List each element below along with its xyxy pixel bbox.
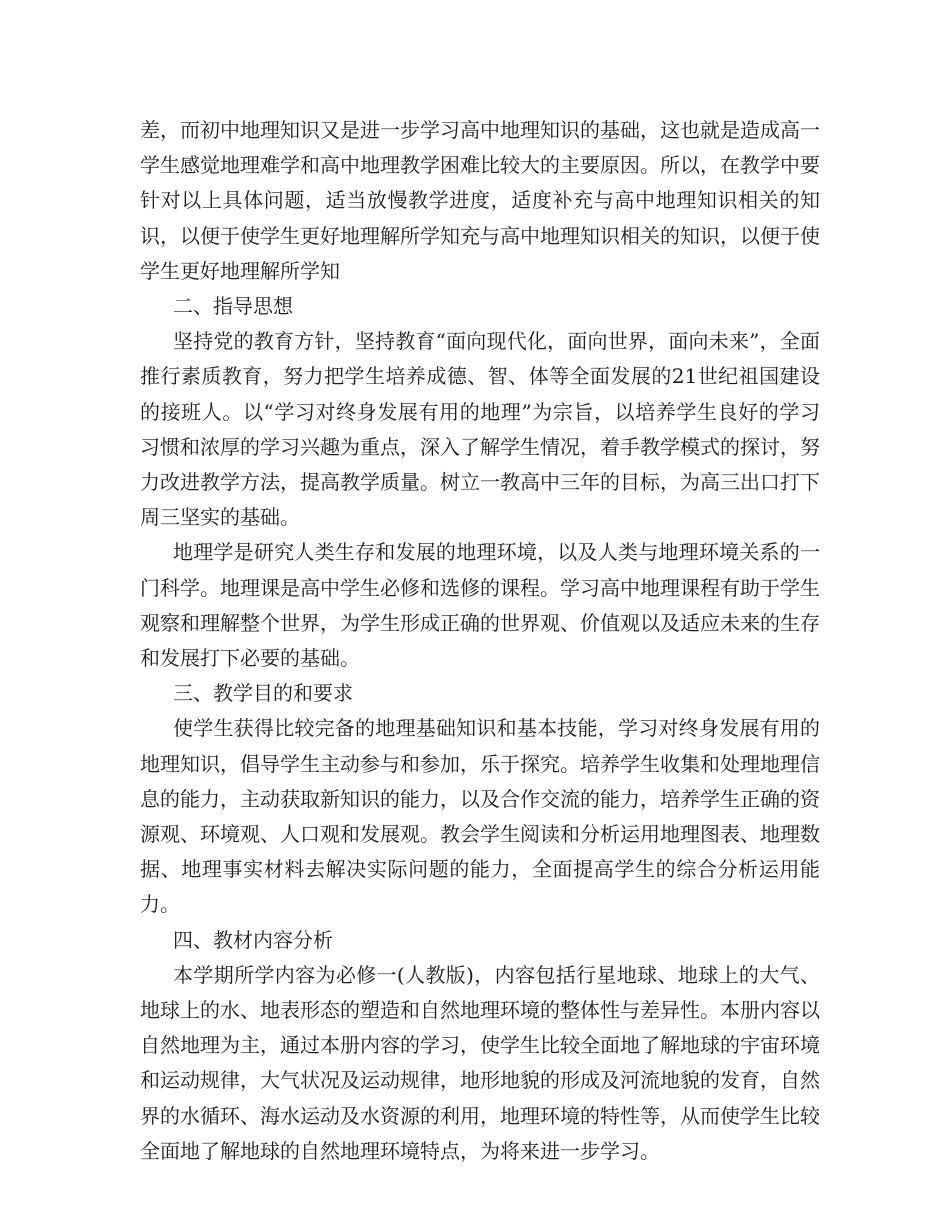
section-heading-guiding-ideology: 二、指导思想 — [173, 294, 293, 319]
document-page — [140, 113, 820, 1169]
paragraph-continuation: 差，而初中地理知识又是进一步学习高中地理知识的基础，这也就是造成高一学生感觉地理难学和高中地理教学困难比较大的主要原因。所以，在教学中要针对以上具体问题，适当放慢教学进度，适度补充与高中地理知识相关的知识，以便于使学生更好地理解所学知充与高中地理知识相关的知识，以便于使学生更好地理解所学知 — [140, 118, 820, 283]
paragraph-teaching-goals: 使学生获得比较完备的地理基础知识和基本技能，学习对终身发展有用的地理知识，倡导学生主动参与和参加，乐于探究。培养学生收集和处理地理信息的能力，主动获取新知识的能力，以及合作交流的能力，培养学生正确的资源观、环境观、人口观和发展观。教会学生阅读和分析运用地理图表、地理数据、地理事实材料去解决实际问题的能力，全面提高学生的综合分析运用能力。 — [140, 716, 820, 917]
paragraph-textbook-analysis: 本学期所学内容为必修一(人教版)，内容包括行星地球、地球上的大气、地球上的水、地表形态的塑造和自然地理环境的整体性与差异性。本册内容以自然地理为主，通过本册内容的学习，使学生比较全面地了解地球的宇宙环境和运动规律，大气状况及运动规律，地形地貌的形成及河流地貌的发育，自然界的水循环、海水运动及水资源的利用，地理环境的特性等，从而使学生比较全面地了解地球的自然地理环境特点，为将来进一步学习。 — [140, 962, 820, 1163]
paragraph-education-policy: 坚持党的教育方针，坚持教育“面向现代化，面向世界，面向未来”，全面推行素质教育，努力把学生培养成德、智、体等全面发展的21世纪祖国建设的接班人。以“学习对终身发展有用的地理”为宗旨，以培养学生良好的学习习惯和浓厚的学习兴趣为重点，深入了解学生情况，着手教学模式的探讨，努力改进教学方法，提高教学质量。树立一教高中三年的目标，为高三出口打下周三坚实的基础。 — [140, 329, 820, 530]
section-heading-teaching-goals: 三、教学目的和要求 — [173, 681, 353, 706]
section-heading-textbook-analysis: 四、教材内容分析 — [173, 927, 333, 952]
paragraph-geography-definition: 地理学是研究人类生存和发展的地理环境，以及人类与地理环境关系的一门科学。地理课是高中学生必修和选修的课程。学习高中地理课程有助于学生观察和理解整个世界，为学生形成正确的世界观、价值观以及适应未来的生存和发展打下必要的基础。 — [140, 540, 820, 671]
